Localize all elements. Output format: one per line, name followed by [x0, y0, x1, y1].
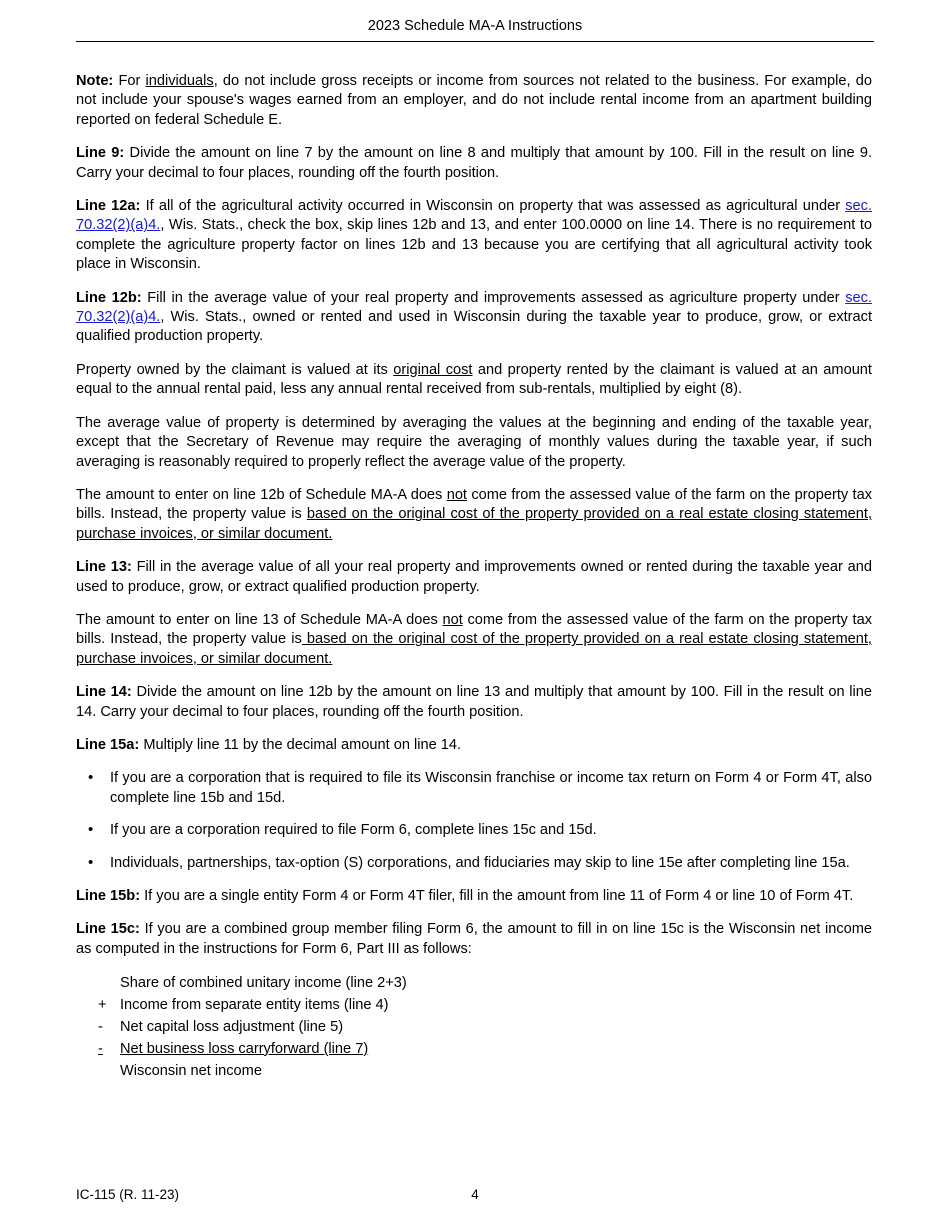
calc-row	[98, 973, 872, 995]
line-12a-label: Line 12a:	[76, 198, 141, 215]
line-9-label: Line 9:	[76, 145, 125, 162]
amount-12b-underlined: based on the original cost of the property provided on a real estate closing statement, purchase invoices, or similar document.	[76, 506, 873, 542]
calc-sign: -	[98, 1019, 103, 1035]
note-text-2: , do not include gross receipts or income from sources not related to the business. For example, do not include your spouse's wages earned from an employer, and do not include rental income from an apartment building reported on federal Schedule E.	[76, 73, 872, 128]
line-12b-label: Line 12b:	[76, 289, 142, 306]
document-body	[76, 72, 872, 1093]
line-15a-paragraph	[76, 736, 872, 755]
calc-text: Share of combined unitary income (line 2+3)	[120, 975, 407, 992]
page-footer	[76, 1187, 874, 1202]
line-12b-text-1: Fill in the average value of your real property and improvements assessed as agriculture property under	[141, 289, 846, 306]
list-item: • If you are a corporation that is required to file its Wisconsin franchise or income tax return on Form 4 or Form 4T, also complete line 15b and 15d.	[110, 769, 872, 808]
header-title: 2023 Schedule MA-A Instructions	[367, 18, 583, 34]
average-value-paragraph: The average value of property is determined by averaging the values at the beginning and ending of the taxable year, except that the Secretary of Revenue may require the averaging of monthly values during the taxable year, if such averaging is reasonably required to properly reflect the average value of the property.	[76, 414, 872, 470]
amount-line-12b-paragraph	[76, 486, 872, 544]
statute-link-70-32-2-a-4-first[interactable]: sec. 70.32(2)(a)4.	[76, 198, 872, 234]
calc-text: Wisconsin net income	[120, 1062, 262, 1079]
calc-text: Net business loss carryforward (line 7)	[120, 1040, 369, 1057]
calc-text: Income from separate entity items (line 4)	[120, 997, 389, 1014]
property-owned-text-2: and property rented by the claimant is valued at an amount equal to the annual rental paid, less any annual rental received from sub-rentals, multiplied by eight (8).	[76, 361, 872, 398]
line-14-paragraph	[76, 683, 872, 722]
filing-requirements-list	[76, 769, 872, 873]
line-15b-paragraph	[76, 887, 872, 906]
line-13-paragraph	[76, 558, 872, 597]
line-15a-label: Line 15a:	[76, 736, 140, 753]
line-13-text: Fill in the average value of all your real property and improvements owned or rented during the taxable year and used to produce, grow, or extract qualified production property.	[76, 559, 872, 595]
line-12a-text-1: If all of the agricultural activity occurred in Wisconsin on property that was assessed as agricultural under	[140, 198, 846, 215]
amount-line-13-paragraph	[76, 611, 872, 669]
calc-sign: +	[98, 997, 107, 1014]
note-label: Note:	[76, 73, 114, 89]
line-15b-text: If you are a single entity Form 4 or Form 4T filer, fill in the amount from line 11 of Form 4 or line 10 of Form 4T.	[140, 888, 854, 904]
calc-row	[98, 1017, 872, 1039]
line-13-label: Line 13:	[76, 559, 132, 576]
note-paragraph	[76, 72, 872, 130]
line-9-paragraph	[76, 144, 872, 183]
line-12a-text-2: , Wis. Stats., check the box, skip lines 12b and 13, and enter 100.0000 on line 14. There is no requirement to complete the agriculture property factor on lines 12b and 13 because you are certifying that all agricultural activity took place in Wisconsin.	[76, 217, 872, 273]
calc-row	[98, 995, 872, 1017]
note-underlined-term: individuals	[145, 73, 214, 89]
line-15c-label: Line 15c:	[76, 921, 140, 938]
amount-13-text-1: The amount to enter on line 13 of Schedule MA-A does	[76, 611, 443, 628]
line-14-text: Divide the amount on line 12b by the amount on line 13 and multiply that amount by 100. Fill in the result on line 14. Carry your decimal to four places, rounding off the fourth position.	[76, 684, 872, 720]
amount-13-text-2: come from the assessed value of the farm on the property tax bills. Instead, the property value is	[76, 611, 872, 648]
calc-text: Net capital loss adjustment (line 5)	[120, 1019, 344, 1035]
list-item: • Individuals, partnerships, tax-option (S) corporations, and fiduciaries may skip to line 15e after completing line 15a.	[110, 854, 872, 873]
line-15c-paragraph	[76, 920, 872, 959]
statute-link-70-32-2-a-4-second[interactable]: sec. 70.32(2)(a)4.	[76, 289, 872, 326]
line-9-text: Divide the amount on line 7 by the amount on line 8 and multiply that amount by 100. Fill in the result on line 9. Carry your decimal to four places, rounding off the fourth position.	[76, 145, 873, 181]
note-text-1: For	[113, 73, 146, 89]
wisconsin-net-income-calculation	[76, 973, 872, 1082]
original-cost-underlined: original cost	[393, 361, 473, 378]
line-12b-text-2: , Wis. Stats., owned or rented and used in Wisconsin during the taxable year to produce, grow, or extract qualified production property.	[76, 309, 872, 345]
line-15b-label: Line 15b:	[76, 888, 141, 904]
amount-12b-not: not	[446, 486, 467, 503]
line-15c-text: If you are a combined group member filing Form 6, the amount to fill in on line 15c is the Wisconsin net income as computed in the instructions for Form 6, Part III as follows:	[76, 921, 873, 957]
amount-12b-text-2: come from the assessed value of the farm on the property tax bills. Instead, the property value is	[76, 486, 873, 523]
calc-row-total	[98, 1061, 872, 1083]
amount-13-underlined: based on the original cost of the property provided on a real estate closing statement, purchase invoices, or similar document.	[76, 631, 872, 667]
line-15a-text: Multiply line 11 by the decimal amount on line 14.	[139, 736, 462, 753]
amount-13-not: not	[442, 611, 463, 628]
form-id: IC-115 (R. 11-23)	[76, 1187, 180, 1202]
page-header	[76, 18, 874, 42]
property-owned-paragraph	[76, 361, 872, 400]
line-12b-paragraph	[76, 289, 872, 347]
page-number: 4	[471, 1187, 479, 1202]
list-item: • If you are a corporation required to file Form 6, complete lines 15c and 15d.	[110, 821, 872, 840]
line-12a-paragraph	[76, 197, 872, 275]
calc-row	[98, 1039, 872, 1061]
line-14-label: Line 14:	[76, 684, 132, 701]
amount-12b-text-1: The amount to enter on line 12b of Schedule MA-A does	[76, 486, 447, 503]
calc-sign: -	[98, 1040, 103, 1057]
property-owned-text-1: Property owned by the claimant is valued at its	[76, 361, 394, 378]
